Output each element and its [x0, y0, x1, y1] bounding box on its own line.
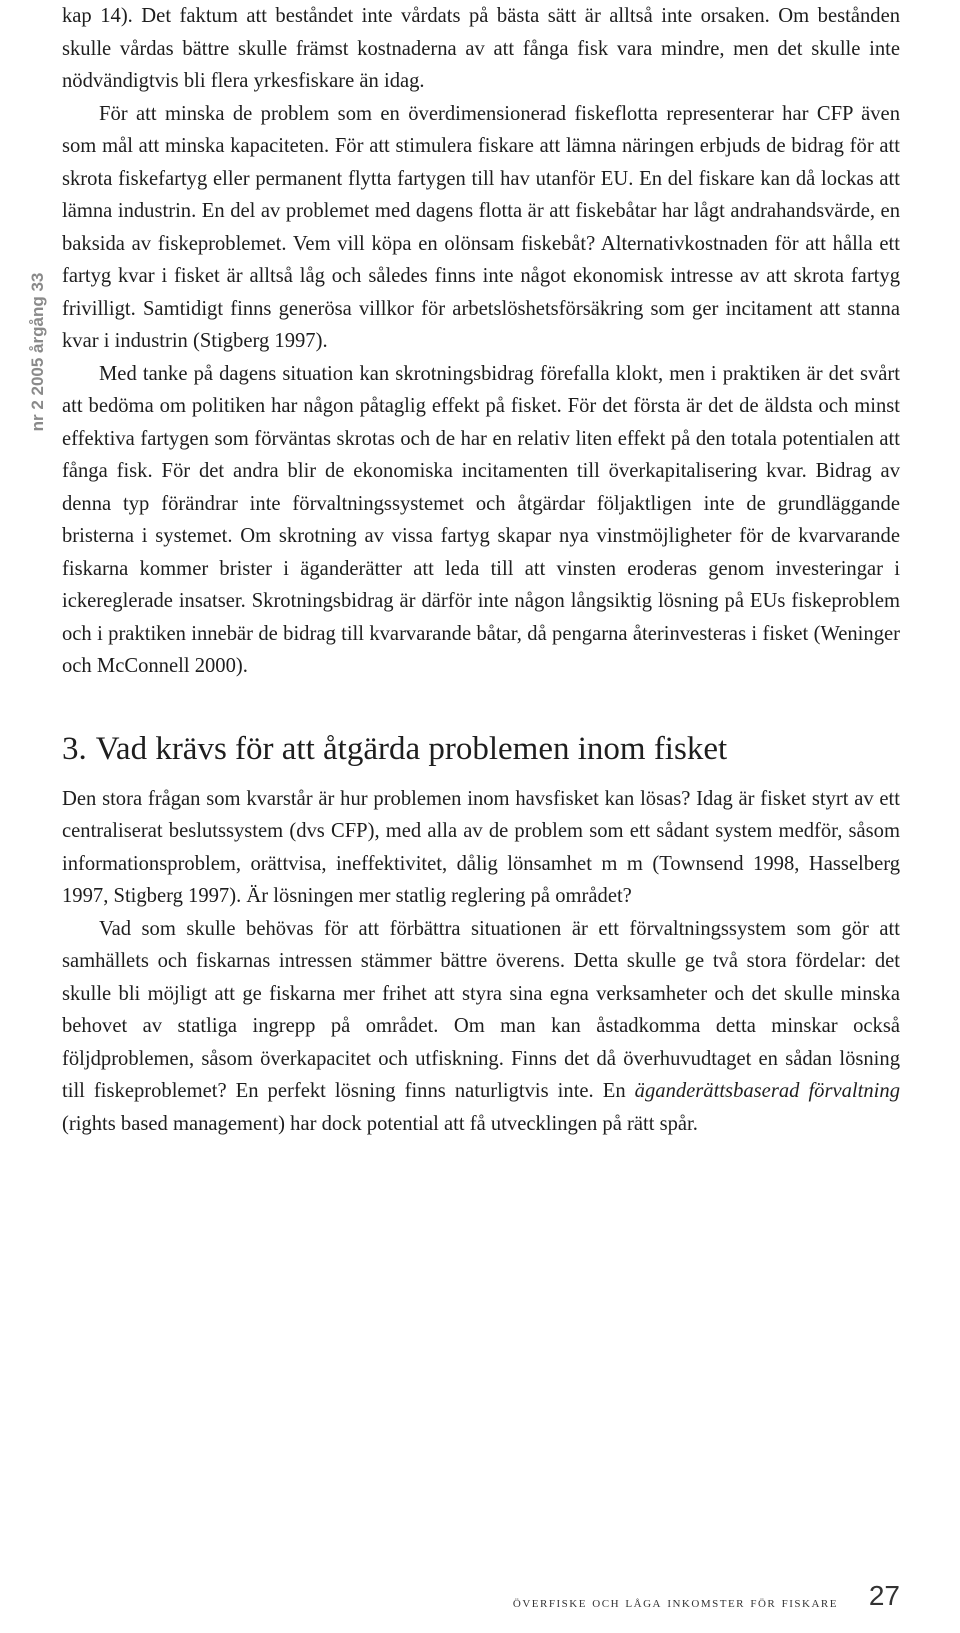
paragraph-continued: kap 14). Det faktum att beståndet inte vårdats på bästa sätt är alltså inte orsaken. Om bestånden skulle vårdas bättre skulle främst kostnaderna av att fånga fisk vara mindre, men det skulle inte nödvändigtvis bli flera yrkesfiskare än idag. [62, 5, 900, 92]
article-body [62, 0, 900, 1140]
section-title: Vad krävs för att åtgärda problemen inom fisket [95, 730, 728, 767]
paragraph-text-after-emphasis: (rights based management) har dock potential att få utvecklingen på rätt spår. [62, 1112, 698, 1135]
page-footer [62, 1580, 900, 1620]
paragraph-capacity: För att minska de problem som en överdimensionerad fiskeflotta representerar har CFP även som mål att minska kapaciteten. För att stimulera fiskare att lämna näringen erbjuds de bidrag för att skrota fiskefartyg eller permanent flytta fartygen till hav utanför EU. En del fiskare kan då lockas att lämna industrin. En del av problemet med dagens flotta är att fiskebåtar har lågt andrahandsvärde, en baksida av fiskeproblemet. Vem vill köpa en olönsam fiskebåt? Alternativkostnaden för att hålla ett fartyg kvar i fisket är alltså låg och således finns inte något ekonomisk intresse av att skrota fartyg frivilligt. Samtidigt finns generösa villkor för arbetslöshetsförsäkring som ger incitament att stanna kvar i industrin (Stigberg 1997). [62, 102, 900, 352]
paragraph-text-before-emphasis: Vad som skulle behövas för att förbättra situationen är ett förvaltningssystem som gör att samhällets och fiskarnas intressen stämmer bättre överens. Detta skulle ge två stora fördelar: det skulle bli möjligt att ge fiskarna mer frihet att styra sina egna verksamheter och det skulle minska behovet av statliga ingrepp på området. Om man kan åstadkomma detta minskar också följdproblemen, såsom överkapacitet och utfiskning. Finns det då överhuvudtaget en sådan lösning till fiskeproblemet? En perfekt lösning finns naturligtvis inte. En [62, 917, 900, 1102]
emphasized-term: äganderättsbaserad förvaltning [634, 1080, 900, 1102]
paragraph-rights-based [62, 913, 900, 1141]
page-number: 27 [868, 1580, 900, 1611]
running-title: överfiske och låga inkomster för fiskare [512, 1594, 838, 1611]
journal-issue-label: nr 2 2005 årgång 33 [28, 272, 47, 432]
section-heading [62, 725, 900, 773]
paragraph-central-question: Den stora frågan som kvarstår är hur problemen inom havsfisket kan lösas? Idag är fisket styrt av ett centraliserat beslutssystem (dvs CFP), med alla av de problem som ett sådant system medför, såsom informationsproblem, orättvisa, ineffektivitet, dålig lönsamhet m m (Townsend 1998, Hasselberg 1997, Stigberg 1997). Är lösningen mer statlig reglering på området? [62, 787, 900, 907]
section-number: 3. [62, 730, 87, 767]
paragraph-scrapping-subsidy: Med tanke på dagens situation kan skrotningsbidrag förefalla klokt, men i praktiken är det svårt att bedöma om politiken har någon påtaglig effekt på fisket. För det första är det de äldsta och minst effektiva fartygen som förväntas skrotas och de har en relativ liten effekt på den totala potentialen att fånga fisk. För det andra blir de ekonomiska incitamenten till överkapitalisering kvar. Bidrag av denna typ förändrar inte förvaltningssystemet och åtgärdar följaktligen inte de grundläggande bristerna i systemet. Om skrotning av vissa fartyg skapar nya vinstmöjligheter för de kvarvarande fiskarna kommer brister i äganderätter att leda till att vinsten eroderas genom investeringar i ickereglerade insatser. Skrotningsbidrag är därför inte någon långsiktig lösning på EUs fiskeproblem och i praktiken innebär de bidrag till kvarvarande båtar, då pengarna återinvesteras i fisket (Weninger och McConnell 2000). [62, 362, 900, 677]
